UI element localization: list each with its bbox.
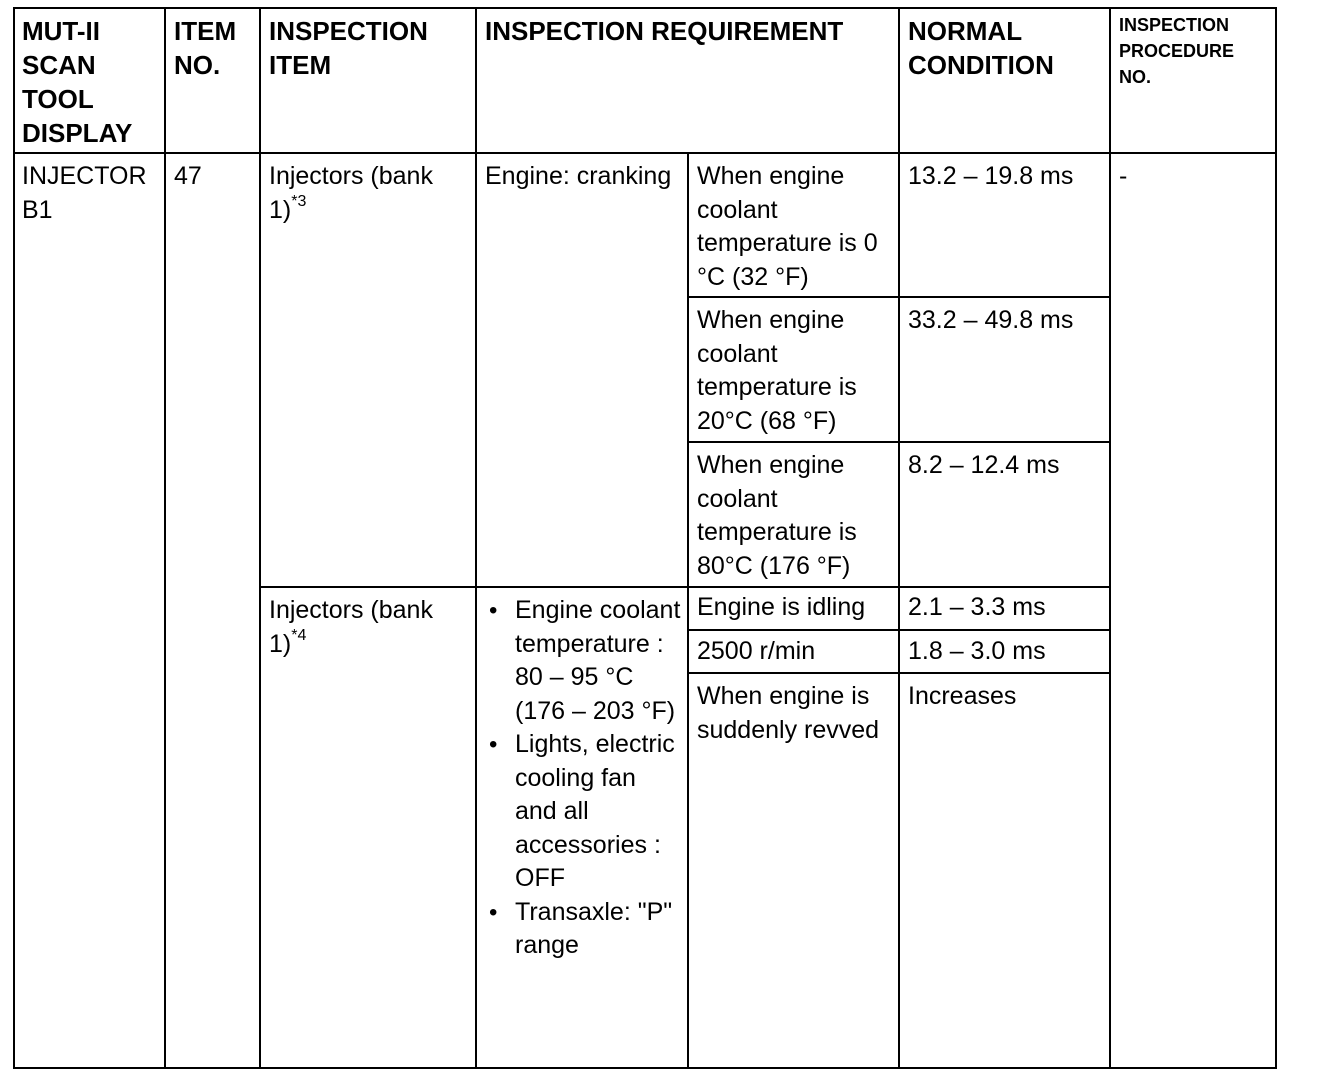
inspection-item-cranking bbox=[261, 154, 475, 233]
header-inspection-requirement: INSPECTION REQUIREMENT bbox=[485, 16, 844, 46]
inspection-item-running bbox=[261, 588, 475, 667]
requirement-list bbox=[481, 594, 681, 963]
condition-normal: 33.2 – 49.8 ms bbox=[908, 306, 1074, 334]
footnote-ref: *3 bbox=[291, 193, 307, 211]
header-inspection-procedure-no: INSPECTION PROCEDURE NO. bbox=[1119, 15, 1235, 87]
condition-when: When engine coolant temperature is 20°C (68 °F) bbox=[697, 306, 857, 435]
inspection-item-text: Injectors (bank 1) bbox=[269, 596, 433, 658]
header-item-no: ITEM NO. bbox=[174, 16, 237, 80]
list-item: • Engine coolant temperature : 80 – 95 °C (176 – 203 °F) bbox=[481, 594, 681, 728]
item-no-value: 47 bbox=[174, 162, 202, 190]
header-scan-tool-display: MUT-II SCAN TOOL DISPLAY bbox=[22, 16, 133, 148]
requirement-cranking: Engine: cranking bbox=[485, 162, 672, 190]
list-item: • Lights, electric cooling fan and all accessories : OFF bbox=[481, 728, 681, 896]
header-inspection-item: INSPECTION ITEM bbox=[269, 16, 428, 80]
footnote-ref: *4 bbox=[291, 627, 307, 645]
procedure-no-value: - bbox=[1119, 162, 1128, 190]
scan-tool-display-value: INJECTOR B1 bbox=[22, 162, 147, 224]
condition-when: When engine coolant temperature is 0 °C (32 °F) bbox=[697, 162, 878, 291]
condition-normal: 2.1 – 3.3 ms bbox=[908, 593, 1046, 621]
condition-normal: 8.2 – 12.4 ms bbox=[908, 451, 1060, 479]
requirement-running bbox=[477, 588, 687, 969]
list-item: • Transaxle: "P" range bbox=[481, 896, 681, 963]
condition-normal: 13.2 – 19.8 ms bbox=[908, 162, 1074, 190]
condition-when: When engine is suddenly revved bbox=[697, 682, 880, 744]
condition-normal: 1.8 – 3.0 ms bbox=[908, 637, 1046, 665]
header-normal-condition: NORMAL CONDITION bbox=[908, 16, 1054, 80]
condition-normal: Increases bbox=[908, 682, 1017, 710]
inspection-item-text: Injectors (bank 1) bbox=[269, 162, 433, 224]
condition-when: Engine is idling bbox=[697, 593, 866, 621]
condition-when: When engine coolant temperature is 80°C (176 °F) bbox=[697, 451, 857, 580]
condition-when: 2500 r/min bbox=[697, 637, 816, 665]
